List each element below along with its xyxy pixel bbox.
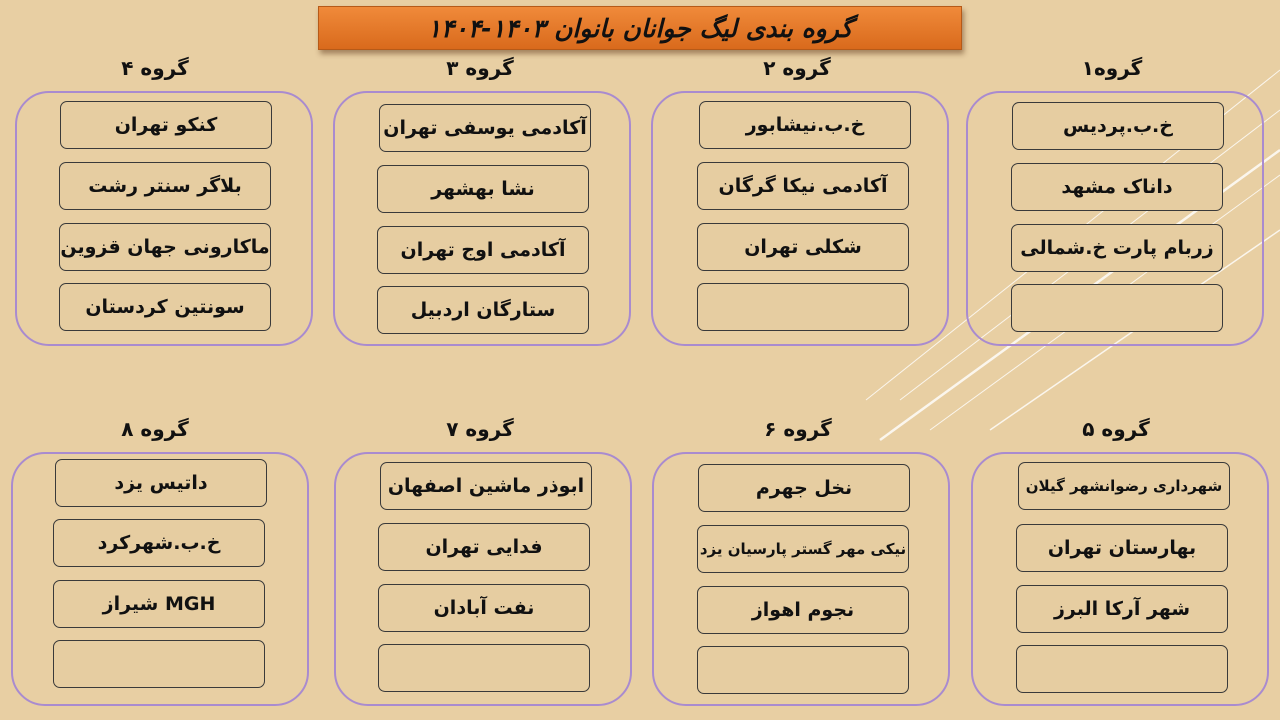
group-5-team-2: بهارستان تهران [1016, 524, 1228, 572]
group-7-label: گروه ۷ [446, 417, 514, 441]
group-5-label: گروه ۵ [1082, 417, 1150, 441]
group-5-team-4 [1016, 645, 1228, 693]
group-1-team-2: داناک مشهد [1011, 163, 1223, 211]
group-4-label: گروه ۴ [121, 56, 189, 80]
group-6-team-4 [697, 646, 909, 694]
group-1-label: گروه۱ [1081, 56, 1143, 80]
group-4-team-4: سونتین کردستان [59, 283, 271, 331]
group-4-team-2: بلاگر سنتر رشت [59, 162, 271, 210]
group-6-team-3: نجوم اهواز [697, 586, 909, 634]
group-1-team-1: خ.ب.پردیس [1012, 102, 1224, 150]
group-2-team-4 [697, 283, 909, 331]
group-4-team-1: کنکو تهران [60, 101, 272, 149]
group-8-team-3: MGH شیراز [53, 580, 265, 628]
group-6-team-1: نخل جهرم [698, 464, 910, 512]
group-2-team-2: آکادمی نیکا گرگان [697, 162, 909, 210]
page-title: گروه بندی لیگ جوانان بانوان ۱۴۰۳-۱۴۰۴ [318, 6, 962, 50]
group-2-team-1: خ.ب.نیشابور [699, 101, 911, 149]
group-3-team-1: آکادمی یوسفی تهران [379, 104, 591, 152]
group-8-team-1: داتیس یزد [55, 459, 267, 507]
group-4-team-3: ماکارونی جهان قزوین [59, 223, 271, 271]
group-7-team-4 [378, 644, 590, 692]
group-5-team-3: شهر آرکا البرز [1016, 585, 1228, 633]
group-7-team-1: ابوذر ماشین اصفهان [380, 462, 592, 510]
group-5-team-1: شهرداری رضوانشهر گیلان [1018, 462, 1230, 510]
group-1-team-3: زربام پارت خ.شمالی [1011, 224, 1223, 272]
group-8-label: گروه ۸ [121, 417, 189, 441]
group-3-team-2: نشا بهشهر [377, 165, 589, 213]
group-3-team-3: آکادمی اوج تهران [377, 226, 589, 274]
group-2-label: گروه ۲ [763, 56, 831, 80]
group-8-team-4 [53, 640, 265, 688]
group-2-team-3: شکلی تهران [697, 223, 909, 271]
group-3-label: گروه ۳ [446, 56, 514, 80]
group-7-team-3: نفت آبادان [378, 584, 590, 632]
group-8-team-2: خ.ب.شهرکرد [53, 519, 265, 567]
group-6-team-2: نیکی مهر گستر پارسیان یزد [697, 525, 909, 573]
group-1-team-4 [1011, 284, 1223, 332]
group-6-label: گروه ۶ [764, 417, 832, 441]
group-7-team-2: فدایی تهران [378, 523, 590, 571]
group-3-team-4: ستارگان اردبیل [377, 286, 589, 334]
